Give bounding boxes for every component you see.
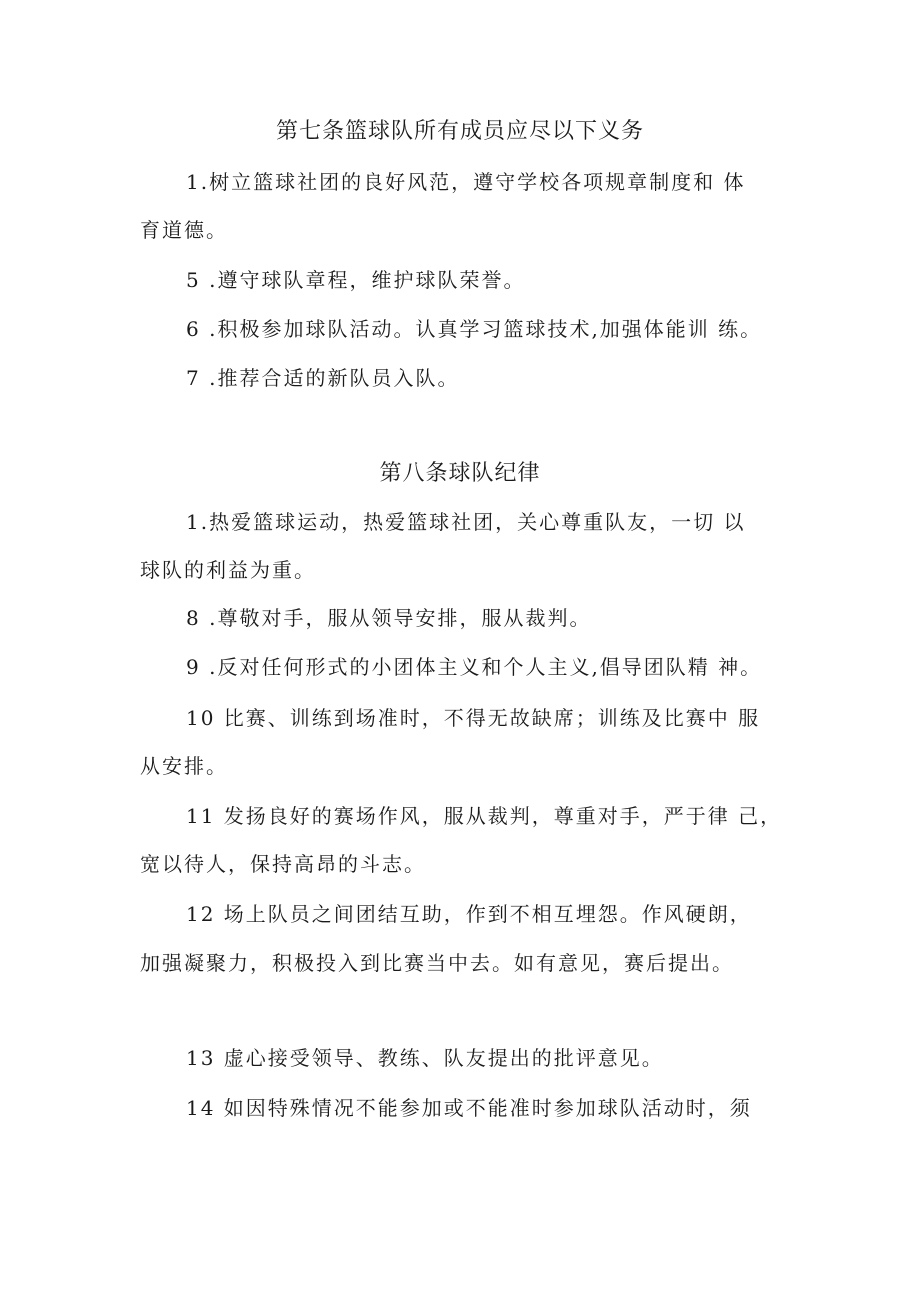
section-8-line-2: 球队的利益为重。 — [140, 558, 316, 582]
section-8-line-11: 13 虚心接受领导、教练、队友提出的批评意见。 — [186, 1046, 664, 1070]
section-7-line-2: 育道德。 — [140, 218, 228, 242]
section-8-line-8: 宽以待人，保持高昂的斗志。 — [140, 852, 426, 876]
section-7-line-4: 6 .积极参加球队活动。认真学习篮球技术,加强体能训 练。 — [186, 317, 763, 341]
section-8-line-6: 从安排。 — [140, 754, 228, 778]
section-8-line-5: 10 比赛、训练到场准时，不得无故缺席；训练及比赛中 服 — [186, 706, 761, 730]
section-8-line-1: 1.热爱篮球运动，热爱篮球社团，关心尊重队友，一切 以 — [186, 510, 746, 534]
section-8-line-4: 9 .反对任何形式的小团体主义和个人主义,倡导团队精 神。 — [186, 655, 763, 679]
section-8-line-3: 8 .尊敬对手，服从领导安排，服从裁判。 — [186, 606, 592, 630]
section-7-line-3: 5 .遵守球队章程，维护球队荣誉。 — [186, 268, 526, 292]
section-8-line-7: 11 发扬良好的赛场作风，服从裁判，尊重对手，严于律 己， — [186, 804, 783, 828]
section-8-line-9: 12 场上队员之间团结互助，作到不相互埋怨。作风硬朗， — [186, 902, 752, 926]
section-8-line-12: 14 如因特殊情况不能参加或不能准时参加球队活动时，须 — [186, 1096, 752, 1120]
section-8-heading: 第八条球队纪律 — [379, 461, 541, 486]
section-8-line-10: 加强凝聚力，积极投入到比赛当中去。如有意见，赛后提出。 — [140, 951, 734, 975]
section-7-heading: 第七条篮球队所有成员应尽以下义务 — [275, 119, 644, 144]
section-7-line-5: 7 .推荐合适的新队员入队。 — [186, 366, 460, 390]
section-7-line-1: 1.树立篮球社团的良好风范，遵守学校各项规章制度和 体 — [186, 170, 746, 194]
